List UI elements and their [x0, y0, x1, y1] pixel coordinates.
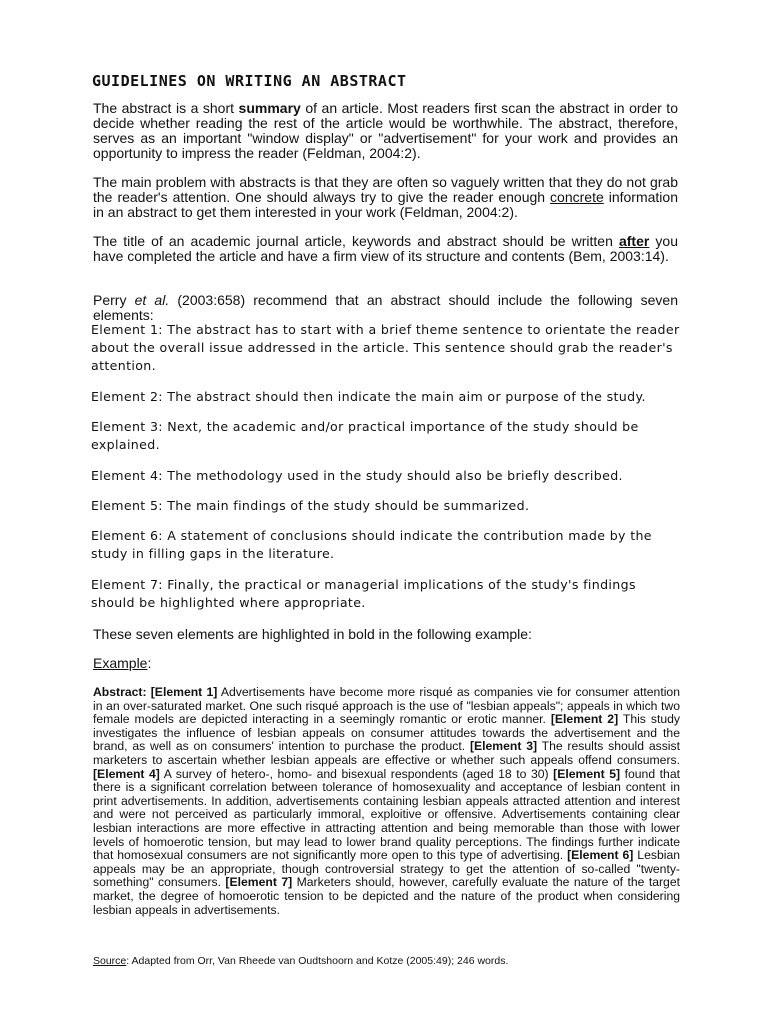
- text: Marketers should, however, carefully evaluate the nature of the target market, the degree of homoerotic tension to be depicted and the nature of the product when considering lesbian appeals in advertisements.: [93, 875, 680, 917]
- underlined-text: concrete: [550, 189, 604, 205]
- perry-paragraph: [93, 293, 678, 323]
- bold-text: summary: [238, 100, 301, 116]
- page-title: GUIDELINES ON WRITING AN ABSTRACT: [92, 72, 407, 90]
- element-tag: [Element 6]: [567, 848, 634, 863]
- source-text: : Adapted from Orr, Van Rheede van Oudtshoorn and Kotze (2005:49); 246 words.: [126, 955, 509, 967]
- italic-text: et al.: [134, 292, 170, 308]
- example-heading: [93, 656, 678, 671]
- example-colon: :: [147, 655, 152, 671]
- text: The main problem with abstracts is that they are often so vaguely written that they do not grab the reader's attention. One should always try to give the reader enough: [93, 174, 678, 205]
- text: Advertisements have become more risqué as companies vie for consumer attention in an over-saturated market. One such risqué approach is the use of "lesbian appeals"; appeals in which two female models are depicted interacting in a seemingly romantic or erotic manner.: [93, 685, 680, 727]
- text: you have completed the article and have a firm view of its structure and contents (Bem, 2003:14).: [93, 233, 678, 264]
- text: Perry: [93, 292, 135, 308]
- text: of an article. Most readers first scan the abstract in order to decide whether reading the rest of the article would be worthwhile. The abstract, therefore, serves as an important "window display" or "advertisement" for your work and provides an opportunity to impress the reader (Feldman, 2004:2).: [93, 100, 678, 161]
- element-tag: [Element 7]: [225, 875, 293, 890]
- title-paragraph: [93, 234, 678, 264]
- text: This study investigates the influence of lesbian appeals on consumer attitudes towards the advertisement and the brand, as well as on consumers' intention to purchase the product.: [93, 712, 680, 754]
- problem-paragraph: [93, 175, 678, 220]
- text: found that there is a significant correlation between tolerance of homosexuality and acceptance of lesbian content in print advertisements. In addition, advertisements containing lesbian appeals attracted attention and interest and were not perceived as particularly immoral, exploitive or offensive. Advertisements containing clear lesbian interactions are more effective in attracting attention and being memorable than those with lower levels of homoerotic tension, but may lead to lower brand quality perceptions. The findings further indicate that homosexual consumers are not significantly more open to this type of advertising.: [93, 766, 680, 863]
- element-1-item: Element 1: The abstract has to start with a brief theme sentence to orientate the reader about the overall issue addressed in the article. This sentence should grab the reader's attention.: [91, 322, 680, 373]
- element-3-item: Element 3: Next, the academic and/or practical importance of the study should be explained.: [91, 419, 639, 452]
- element-tag: [Element 4]: [93, 766, 160, 781]
- element-tag: [Element 5]: [553, 766, 621, 781]
- text: The results should assist marketers to ascertain whether lesbian appeals are effective or whether such appeals offend consumers.: [93, 739, 680, 767]
- text: Lesbian appeals may be an appropriate, though controversial strategy to get the attention of so-called "twenty-something" consumers.: [93, 848, 681, 890]
- text: information in an abstract to get them interested in your work (Feldman, 2004:2).: [93, 189, 678, 220]
- element-7-item: Element 7: Finally, the practical or managerial implications of the study's findings should be highlighted where appropriate.: [91, 577, 636, 610]
- abstract-label: Abstract:: [93, 685, 147, 699]
- highlight-note: These seven elements are highlighted in bold in the following example:: [93, 626, 532, 642]
- example-label: Example: [93, 655, 148, 671]
- example-abstract: [93, 686, 680, 917]
- text: A survey of hetero-, homo- and bisexual respondents (aged 18 to 30): [159, 766, 554, 781]
- bold-underlined-text: after: [618, 233, 650, 249]
- text: The title of an academic journal article, keywords and abstract should be written: [93, 233, 619, 249]
- source-label: Source: [93, 955, 127, 967]
- element-5-item: Element 5: The main findings of the study should be summarized.: [91, 498, 530, 513]
- element-tag: [Element 1]: [150, 685, 218, 699]
- element-2-item: Element 2: The abstract should then indicate the main aim or purpose of the study.: [91, 389, 646, 404]
- element-tag: [Element 3]: [469, 739, 538, 754]
- intro-paragraph: [93, 101, 678, 161]
- element-6-item: Element 6: A statement of conclusions should indicate the contribution made by the study in filling gaps in the literature.: [91, 528, 652, 561]
- element-tag: [Element 2]: [550, 712, 619, 727]
- element-4-item: Element 4: The methodology used in the study should also be briefly described.: [91, 468, 623, 483]
- text: (2003:658) recommend that an abstract should include the following seven elements:: [93, 292, 679, 323]
- text: The abstract is a short: [93, 100, 239, 116]
- source-citation: [93, 955, 508, 967]
